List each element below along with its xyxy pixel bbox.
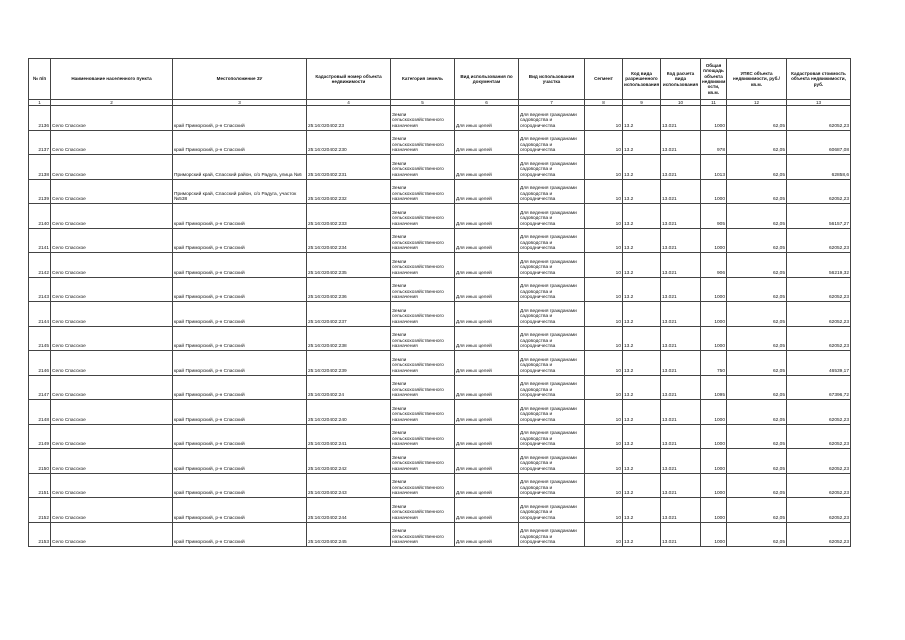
header-permitted-use-code: Код вида разрешенного использования [623, 59, 661, 100]
settlement-cell: Село Спасское [51, 375, 173, 400]
column-number: 3 [173, 100, 307, 106]
land-category-cell: Земли сельскохозяйственного назначения [391, 179, 455, 204]
plot-use-cell: Для ведения гражданами садоводства и огородничества [519, 106, 585, 131]
land-category-cell: Земли сельскохозяйственного назначения [391, 424, 455, 449]
cadastral-value-cell: 56157,27 [787, 204, 851, 229]
table-row [29, 106, 851, 131]
document-use-cell: Для иных целей [455, 155, 519, 180]
header-segment: Сегмент [585, 59, 623, 100]
upks-cell: 62,05 [727, 375, 787, 400]
permitted-use-code-cell: 13.2 [623, 326, 661, 351]
segment-cell: 10 [585, 204, 623, 229]
plot-use-cell: Для ведения гражданами садоводства и огородничества [519, 424, 585, 449]
document-use-cell: Для иных целей [455, 204, 519, 229]
cadastral-number-cell: 25:16:020402:237 [307, 302, 391, 327]
calc-code-cell: 13.021 [661, 106, 701, 131]
upks-cell: 62,05 [727, 498, 787, 523]
cadastral-number-cell: 25:16:020402:231 [307, 155, 391, 180]
row-number: 2148 [29, 400, 51, 425]
header-cadastral-value: Кадастровая стоимость объекта недвижимости, руб. [787, 59, 851, 100]
land-category-cell: Земли сельскохозяйственного назначения [391, 326, 455, 351]
table-row [29, 228, 851, 253]
column-number: 10 [661, 100, 701, 106]
table-row [29, 375, 851, 400]
settlement-cell: Село Спасское [51, 400, 173, 425]
permitted-use-code-cell: 13.2 [623, 179, 661, 204]
location-cell: край Приморский, р-н Спасский [173, 130, 307, 155]
cadastral-value-cell: 46539,17 [787, 351, 851, 376]
row-number: 2151 [29, 473, 51, 498]
cadastral-value-cell: 62052,23 [787, 277, 851, 302]
upks-cell: 62,05 [727, 302, 787, 327]
row-number: 2142 [29, 253, 51, 278]
settlement-cell: Село Спасское [51, 424, 173, 449]
calc-code-cell: 13.021 [661, 522, 701, 547]
cadastral-value-cell: 60687,08 [787, 130, 851, 155]
settlement-cell: Село Спасское [51, 204, 173, 229]
document-use-cell: Для иных целей [455, 179, 519, 204]
segment-cell: 10 [585, 253, 623, 278]
permitted-use-code-cell: 13.2 [623, 228, 661, 253]
permitted-use-code-cell: 13.2 [623, 155, 661, 180]
land-category-cell: Земли сельскохозяйственного назначения [391, 204, 455, 229]
column-number: 11 [701, 100, 727, 106]
column-number: 8 [585, 100, 623, 106]
header-cadastral-number: Кадастровый номер объекта недвижимости [307, 59, 391, 100]
document-use-cell: Для иных целей [455, 253, 519, 278]
calc-code-cell: 13.021 [661, 400, 701, 425]
land-category-cell: Земли сельскохозяйственного назначения [391, 400, 455, 425]
plot-use-cell: Для ведения гражданами садоводства и огородничества [519, 473, 585, 498]
row-number: 2150 [29, 449, 51, 474]
cadastral-value-cell: 67396,72 [787, 375, 851, 400]
document-use-cell: Для иных целей [455, 522, 519, 547]
segment-cell: 10 [585, 498, 623, 523]
table-row [29, 522, 851, 547]
table-row [29, 326, 851, 351]
location-cell: Приморский край, Спасский район, с/о Радуга, участок №538 [173, 179, 307, 204]
table-body [29, 106, 851, 547]
settlement-cell: Село Спасское [51, 473, 173, 498]
segment-cell: 10 [585, 277, 623, 302]
row-number: 2143 [29, 277, 51, 302]
settlement-cell: Село Спасское [51, 277, 173, 302]
area-cell: 1000 [701, 106, 727, 131]
area-cell: 905 [701, 204, 727, 229]
settlement-cell: Село Спасское [51, 498, 173, 523]
permitted-use-code-cell: 13.2 [623, 498, 661, 523]
location-cell: край Приморский, р-н Спасский [173, 473, 307, 498]
land-category-cell: Земли сельскохозяйственного назначения [391, 522, 455, 547]
row-number: 2141 [29, 228, 51, 253]
cadastral-number-cell: 25:16:020402:240 [307, 400, 391, 425]
area-cell: 906 [701, 253, 727, 278]
permitted-use-code-cell: 13.2 [623, 302, 661, 327]
calc-code-cell: 13.021 [661, 155, 701, 180]
plot-use-cell: Для ведения гражданами садоводства и огородничества [519, 449, 585, 474]
land-category-cell: Земли сельскохозяйственного назначения [391, 375, 455, 400]
column-number: 6 [455, 100, 519, 106]
permitted-use-code-cell: 13.2 [623, 106, 661, 131]
upks-cell: 62,05 [727, 326, 787, 351]
plot-use-cell: Для ведения гражданами садоводства и огородничества [519, 155, 585, 180]
table-row [29, 424, 851, 449]
column-number: 2 [51, 100, 173, 106]
land-category-cell: Земли сельскохозяйственного назначения [391, 277, 455, 302]
upks-cell: 62,05 [727, 228, 787, 253]
cadastral-value-cell: 56219,32 [787, 253, 851, 278]
location-cell: край Приморский, р-н Спасский [173, 351, 307, 376]
row-number: 2139 [29, 179, 51, 204]
area-cell: 1000 [701, 522, 727, 547]
location-cell: край Приморский, р-н Спасский [173, 302, 307, 327]
location-cell: край Приморский, р-н Спасский [173, 424, 307, 449]
calc-code-cell: 13.021 [661, 179, 701, 204]
header-location: Местоположение ЗУ [173, 59, 307, 100]
permitted-use-code-cell: 13.2 [623, 277, 661, 302]
upks-cell: 62,05 [727, 106, 787, 131]
plot-use-cell: Для ведения гражданами садоводства и огородничества [519, 351, 585, 376]
area-cell: 1000 [701, 473, 727, 498]
cadastral-value-table [28, 58, 851, 547]
area-cell: 978 [701, 130, 727, 155]
table-row [29, 130, 851, 155]
cadastral-value-cell: 62052,23 [787, 473, 851, 498]
settlement-cell: Село Спасское [51, 253, 173, 278]
table-header [29, 59, 851, 100]
segment-cell: 10 [585, 228, 623, 253]
table-row [29, 179, 851, 204]
plot-use-cell: Для ведения гражданами садоводства и огородничества [519, 179, 585, 204]
table-row [29, 400, 851, 425]
segment-cell: 10 [585, 302, 623, 327]
table-row [29, 302, 851, 327]
settlement-cell: Село Спасское [51, 228, 173, 253]
document-use-cell: Для иных целей [455, 498, 519, 523]
calc-code-cell: 13.021 [661, 424, 701, 449]
document-use-cell: Для иных целей [455, 473, 519, 498]
calc-code-cell: 13.021 [661, 375, 701, 400]
calc-code-cell: 13.021 [661, 302, 701, 327]
location-cell: край Приморский, р-н Спасский [173, 375, 307, 400]
calc-code-cell: 13.021 [661, 204, 701, 229]
plot-use-cell: Для ведения гражданами садоводства и огородничества [519, 204, 585, 229]
cadastral-value-cell: 62858,6 [787, 155, 851, 180]
segment-cell: 10 [585, 522, 623, 547]
cadastral-value-cell: 62052,23 [787, 449, 851, 474]
settlement-cell: Село Спасское [51, 155, 173, 180]
location-cell: край Приморский, р-н Спасский [173, 228, 307, 253]
upks-cell: 62,05 [727, 522, 787, 547]
permitted-use-code-cell: 13.2 [623, 204, 661, 229]
plot-use-cell: Для ведения гражданами садоводства и огородничества [519, 375, 585, 400]
upks-cell: 62,05 [727, 253, 787, 278]
document-use-cell: Для иных целей [455, 130, 519, 155]
column-number: 9 [623, 100, 661, 106]
header-number: № п/п [29, 59, 51, 100]
row-number: 2136 [29, 106, 51, 131]
upks-cell: 62,05 [727, 277, 787, 302]
location-cell: край Приморский, р-н Спасский [173, 449, 307, 474]
upks-cell: 62,05 [727, 179, 787, 204]
area-cell: 1000 [701, 277, 727, 302]
permitted-use-code-cell: 13.2 [623, 253, 661, 278]
cadastral-value-cell: 62052,23 [787, 302, 851, 327]
segment-cell: 10 [585, 155, 623, 180]
row-number: 2146 [29, 351, 51, 376]
cadastral-number-cell: 25:16:020402:243 [307, 473, 391, 498]
location-cell: край Приморский, р-н Спасский [173, 106, 307, 131]
settlement-cell: Село Спасское [51, 351, 173, 376]
plot-use-cell: Для ведения гражданами садоводства и огородничества [519, 277, 585, 302]
table-row [29, 449, 851, 474]
cadastral-number-cell: 25:16:020402:230 [307, 130, 391, 155]
cadastral-number-cell: 25:16:020402:234 [307, 228, 391, 253]
area-cell: 1000 [701, 449, 727, 474]
area-cell: 1013 [701, 155, 727, 180]
column-number: 7 [519, 100, 585, 106]
upks-cell: 62,05 [727, 130, 787, 155]
segment-cell: 10 [585, 400, 623, 425]
permitted-use-code-cell: 13.2 [623, 351, 661, 376]
land-category-cell: Земли сельскохозяйственного назначения [391, 498, 455, 523]
settlement-cell: Село Спасское [51, 106, 173, 131]
area-cell: 1095 [701, 375, 727, 400]
cadastral-number-cell: 25:16:020402:235 [307, 253, 391, 278]
cadastral-number-cell: 25:16:020402:242 [307, 449, 391, 474]
settlement-cell: Село Спасское [51, 130, 173, 155]
plot-use-cell: Для ведения гражданами садоводства и огородничества [519, 326, 585, 351]
row-number: 2153 [29, 522, 51, 547]
header-area: Общая площадь объекта недвижим ости, кв.м. [701, 59, 727, 100]
cadastral-value-cell: 62052,23 [787, 498, 851, 523]
cadastral-number-cell: 25:16:020402:23 [307, 106, 391, 131]
plot-use-cell: Для ведения гражданами садоводства и огородничества [519, 522, 585, 547]
cadastral-number-cell: 25:16:020402:238 [307, 326, 391, 351]
table-row [29, 204, 851, 229]
land-category-cell: Земли сельскохозяйственного назначения [391, 302, 455, 327]
cadastral-number-cell: 25:16:020402:244 [307, 498, 391, 523]
segment-cell: 10 [585, 351, 623, 376]
calc-code-cell: 13.021 [661, 326, 701, 351]
header-upks: УПКС объекта недвижимости, руб./кв.м. [727, 59, 787, 100]
column-number: 12 [727, 100, 787, 106]
table-row [29, 155, 851, 180]
location-cell: край Приморский, р-н Спасский [173, 277, 307, 302]
land-category-cell: Земли сельскохозяйственного назначения [391, 130, 455, 155]
column-number: 1 [29, 100, 51, 106]
cadastral-value-cell: 62052,23 [787, 400, 851, 425]
upks-cell: 62,05 [727, 473, 787, 498]
header-plot-use: Вид использования участка [519, 59, 585, 100]
upks-cell: 62,05 [727, 400, 787, 425]
document-use-cell: Для иных целей [455, 302, 519, 327]
area-cell: 1000 [701, 400, 727, 425]
plot-use-cell: Для ведения гражданами садоводства и огородничества [519, 302, 585, 327]
document-use-cell: Для иных целей [455, 351, 519, 376]
plot-use-cell: Для ведения гражданами садоводства и огородничества [519, 253, 585, 278]
cadastral-value-cell: 62052,23 [787, 522, 851, 547]
cadastral-number-cell: 25:16:020402:241 [307, 424, 391, 449]
settlement-cell: Село Спасское [51, 522, 173, 547]
area-cell: 1000 [701, 179, 727, 204]
column-number: 4 [307, 100, 391, 106]
upks-cell: 62,05 [727, 424, 787, 449]
row-number: 2149 [29, 424, 51, 449]
settlement-cell: Село Спасское [51, 326, 173, 351]
permitted-use-code-cell: 13.2 [623, 473, 661, 498]
segment-cell: 10 [585, 326, 623, 351]
segment-cell: 10 [585, 449, 623, 474]
cadastral-number-cell: 25:16:020402:245 [307, 522, 391, 547]
cadastral-number-cell: 25:16:020402:24 [307, 375, 391, 400]
row-number: 2152 [29, 498, 51, 523]
table-row [29, 351, 851, 376]
document-page [28, 58, 851, 547]
land-category-cell: Земли сельскохозяйственного назначения [391, 228, 455, 253]
area-cell: 1000 [701, 498, 727, 523]
land-category-cell: Земли сельскохозяйственного назначения [391, 351, 455, 376]
document-use-cell: Для иных целей [455, 228, 519, 253]
header-row [29, 59, 851, 100]
cadastral-value-cell: 62052,23 [787, 106, 851, 131]
row-number: 2144 [29, 302, 51, 327]
area-cell: 750 [701, 351, 727, 376]
land-category-cell: Земли сельскохозяйственного назначения [391, 253, 455, 278]
cadastral-number-cell: 25:16:020402:232 [307, 179, 391, 204]
cadastral-number-cell: 25:16:020402:233 [307, 204, 391, 229]
calc-code-cell: 13.021 [661, 130, 701, 155]
upks-cell: 62,05 [727, 204, 787, 229]
row-number: 2137 [29, 130, 51, 155]
row-number: 2147 [29, 375, 51, 400]
cadastral-number-cell: 25:16:020402:236 [307, 277, 391, 302]
location-cell: край Приморский, р-н Спасский [173, 498, 307, 523]
area-cell: 1000 [701, 302, 727, 327]
plot-use-cell: Для ведения гражданами садоводства и огородничества [519, 228, 585, 253]
document-use-cell: Для иных целей [455, 106, 519, 131]
location-cell: Приморский край, Спасский район, с/о Радуга, улица №6 [173, 155, 307, 180]
location-cell: край Приморский, р-н Спасский [173, 326, 307, 351]
upks-cell: 62,05 [727, 351, 787, 376]
segment-cell: 10 [585, 106, 623, 131]
segment-cell: 10 [585, 375, 623, 400]
area-cell: 1000 [701, 326, 727, 351]
segment-cell: 10 [585, 473, 623, 498]
land-category-cell: Земли сельскохозяйственного назначения [391, 449, 455, 474]
table-row [29, 498, 851, 523]
calc-code-cell: 13.021 [661, 253, 701, 278]
permitted-use-code-cell: 13.2 [623, 400, 661, 425]
document-use-cell: Для иных целей [455, 326, 519, 351]
header-settlement: Наименование населенного пункта [51, 59, 173, 100]
document-use-cell: Для иных целей [455, 424, 519, 449]
calc-code-cell: 13.021 [661, 351, 701, 376]
document-use-cell: Для иных целей [455, 449, 519, 474]
settlement-cell: Село Спасское [51, 302, 173, 327]
location-cell: край Приморский, р-н Спасский [173, 253, 307, 278]
location-cell: край Приморский, р-н Спасский [173, 204, 307, 229]
upks-cell: 62,05 [727, 449, 787, 474]
segment-cell: 10 [585, 130, 623, 155]
table-row [29, 473, 851, 498]
cadastral-value-cell: 62052,23 [787, 228, 851, 253]
cadastral-value-cell: 62052,23 [787, 424, 851, 449]
upks-cell: 62,05 [727, 155, 787, 180]
permitted-use-code-cell: 13.2 [623, 375, 661, 400]
plot-use-cell: Для ведения гражданами садоводства и огородничества [519, 400, 585, 425]
calc-code-cell: 13.021 [661, 498, 701, 523]
table-row [29, 277, 851, 302]
plot-use-cell: Для ведения гражданами садоводства и огородничества [519, 498, 585, 523]
cadastral-value-cell: 62052,23 [787, 326, 851, 351]
document-use-cell: Для иных целей [455, 375, 519, 400]
calc-code-cell: 13.021 [661, 277, 701, 302]
segment-cell: 10 [585, 179, 623, 204]
calc-code-cell: 13.021 [661, 449, 701, 474]
area-cell: 1000 [701, 424, 727, 449]
header-land-category: Категория земель [391, 59, 455, 100]
header-document-use: Вид использования по документам [455, 59, 519, 100]
land-category-cell: Земли сельскохозяйственного назначения [391, 155, 455, 180]
segment-cell: 10 [585, 424, 623, 449]
document-use-cell: Для иных целей [455, 400, 519, 425]
calc-code-cell: 13.021 [661, 473, 701, 498]
row-number: 2140 [29, 204, 51, 229]
cadastral-value-cell: 62052,23 [787, 179, 851, 204]
land-category-cell: Земли сельскохозяйственного назначения [391, 473, 455, 498]
calc-code-cell: 13.021 [661, 228, 701, 253]
area-cell: 1000 [701, 228, 727, 253]
header-calc-code: Код расчета вида использования [661, 59, 701, 100]
column-number: 13 [787, 100, 851, 106]
cadastral-number-cell: 25:16:020402:239 [307, 351, 391, 376]
column-number: 5 [391, 100, 455, 106]
land-category-cell: Земли сельскохозяйственного назначения [391, 106, 455, 131]
row-number: 2138 [29, 155, 51, 180]
permitted-use-code-cell: 13.2 [623, 522, 661, 547]
location-cell: край Приморский, р-н Спасский [173, 522, 307, 547]
document-use-cell: Для иных целей [455, 277, 519, 302]
table-row [29, 253, 851, 278]
location-cell: край Приморский, р-н Спасский [173, 400, 307, 425]
settlement-cell: Село Спасское [51, 179, 173, 204]
permitted-use-code-cell: 13.2 [623, 449, 661, 474]
settlement-cell: Село Спасское [51, 449, 173, 474]
row-number: 2145 [29, 326, 51, 351]
plot-use-cell: Для ведения гражданами садоводства и огородничества [519, 130, 585, 155]
permitted-use-code-cell: 13.2 [623, 424, 661, 449]
permitted-use-code-cell: 13.2 [623, 130, 661, 155]
